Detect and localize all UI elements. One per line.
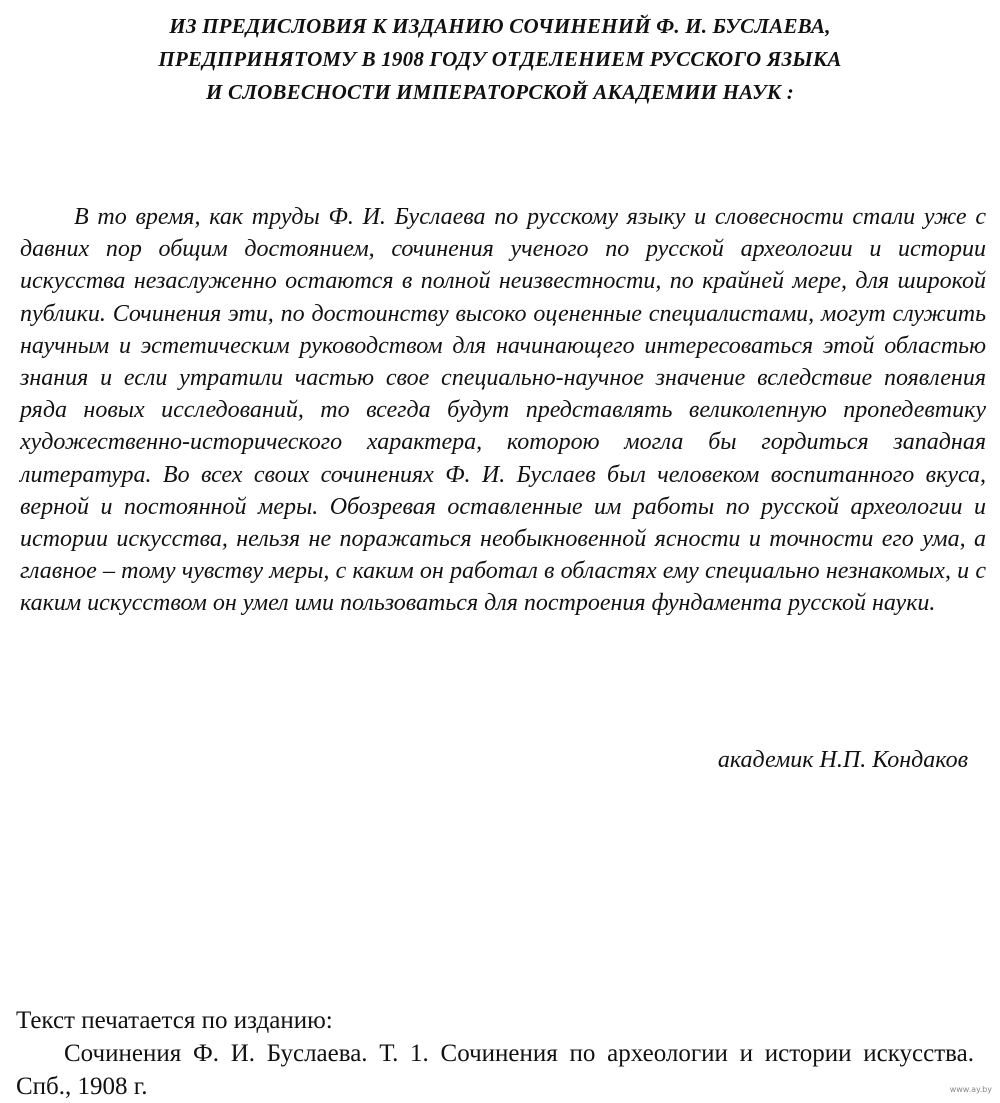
quote-paragraph: В то время, как труды Ф. И. Буслаева по русскому языку и словесности стали уже с давних пор общим достоянием, сочинения ученого по русской археологии и истории искусства незаслуженно остаются в полной неизвестности, по крайней мере, для широкой публики. Сочинения эти, по достоинству высоко оцененные специалистами, могут служить научным и эстетическим руководством для начинающего интересоваться этой областью знания и если утратили частью свое специально-научное значение вследствие появления ряда новых исследований, то всегда будут представлять великолепную пропедевтику художественно-исторического характера, которою могла бы гордиться западная литература. Во всех своих сочинениях Ф. И. Буслаев был человеком воспитанного вкуса, верной и постоянной меры. Обозревая оставленные им работы по русской археологии и истории искусства, нельзя не поражаться необыкновенной ясности и точности его ума, а главное – тому чувству меры, с каким он работал в областях ему специально незнакомых, и с каким искусством он умел ими пользоваться для построения фундамента русской науки. — [20, 204, 986, 617]
heading-line-2: ПРЕДПРИНЯТОМУ В 1908 ГОДУ ОТДЕЛЕНИЕМ РУССКОГО ЯЗЫКА — [158, 47, 842, 71]
source-reference: Сочинения Ф. И. Буслаева. Т. 1. Сочинения по археологии и истории искусства. Спб., 1908 г. — [16, 1040, 974, 1100]
preface-heading — [0, 10, 1000, 109]
source-note — [16, 1004, 974, 1103]
heading-line-3: И СЛОВЕСНОСТИ ИМПЕРАТОРСКОЙ АКАДЕМИИ НАУК : — [206, 80, 794, 104]
quote-signature: академик Н.П. Кондаков — [717, 747, 968, 773]
source-intro: Текст печатается по изданию: — [16, 1007, 333, 1034]
heading-line-1: ИЗ ПРЕДИСЛОВИЯ К ИЗДАНИЮ СОЧИНЕНИЙ Ф. И. БУСЛАЕВА, — [169, 14, 831, 38]
watermark: www.ay.by — [949, 1085, 992, 1094]
